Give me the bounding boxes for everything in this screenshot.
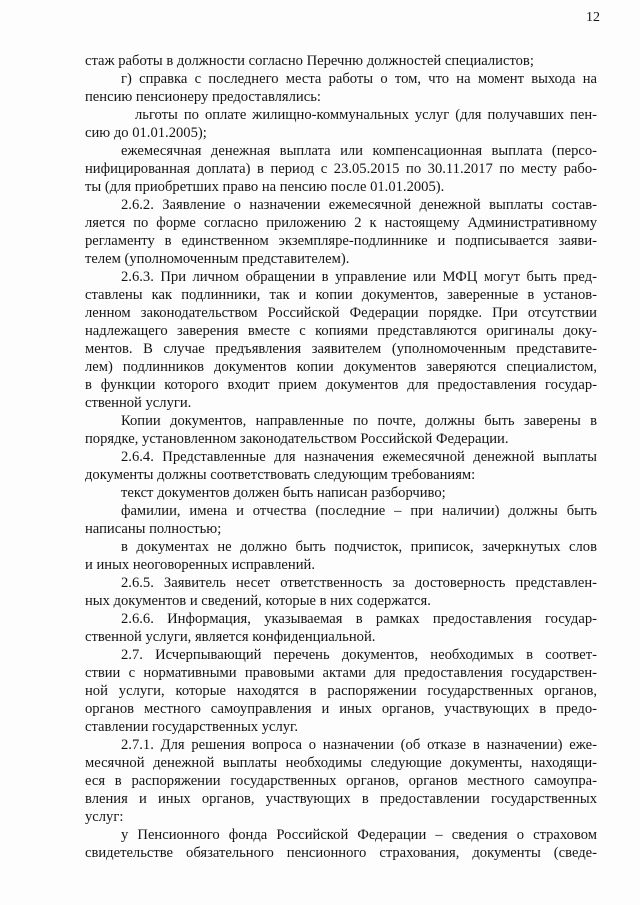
page-number: 12 (586, 10, 600, 25)
text-line: 2.6.6. Информация, указываемая в рамках предоставления государ- (121, 611, 597, 627)
text-line: фамилии, имена и отчества (последние – при наличии) должны быть (121, 503, 597, 519)
text-line: Копии документов, направленные по почте, должны быть заверены в (121, 413, 597, 429)
text-line: у Пенсионного фонда Российской Федерации – сведения о страховом (121, 827, 597, 843)
text-line: 2.6.2. Заявление о назначении ежемесячной денежной выплаты состав- (121, 197, 597, 213)
text-line: месячной денежной выплаты необходимы следующие документы, находящи- (85, 755, 597, 771)
text-line: лем) подлинников документов копии документов заверяются специалистом, (85, 359, 597, 375)
text-line: пенсию пенсионеру предоставлялись: (85, 89, 321, 105)
text-line: надлежащего заверения вместе с копиями представляются оригиналы доку- (85, 323, 597, 339)
text-line: документы должны соответствовать следующим требованиям: (85, 467, 476, 483)
text-line: стаж работы в должности согласно Перечню должностей специалистов; (85, 53, 534, 69)
text-line: в документах не должно быть подчисток, приписок, зачеркнутых слов (121, 539, 597, 555)
text-line: ментов. В случае предъявления заявителем (уполномоченным представите- (85, 341, 597, 357)
text-line: ных документов и сведений, которые в них содержатся. (85, 593, 431, 609)
text-line: г) справка с последнего места работы о том, что на момент выхода на (121, 71, 597, 87)
text-line: ной услуги, которые находятся в распоряжении государственных органов, (85, 683, 597, 699)
text-line: 2.7. Исчерпывающий перечень документов, необходимых в соответ- (121, 647, 597, 663)
text-line: 2.7.1. Для решения вопроса о назначении (об отказе в назначении) еже- (121, 737, 597, 753)
document-body (85, 52, 597, 862)
text-line: в функции которого входит прием документов для предоставления государ- (85, 377, 597, 393)
text-line: ленном законодательством Российской Федерации порядке. При отсутствии (85, 305, 597, 321)
text-line: ты (для приобретших право на пенсию после 01.01.2005). (85, 179, 445, 195)
text-line: порядке, установленном законодательством Российской Федерации. (85, 431, 509, 447)
text-line: ставлены как подлинники, так и копии документов, заверенные в установ- (85, 287, 597, 303)
text-line: и иных неоговоренных исправлений. (85, 557, 315, 573)
text-line: органов местного самоуправления и иных органов, участвующих в предо- (85, 701, 597, 717)
text-line: ставлении государственных услуг. (85, 719, 299, 735)
text-line: ственной услуги, является конфиденциальной. (85, 629, 376, 645)
text-line: ляется по форме согласно приложению 2 к настоящему Административному (85, 215, 597, 231)
text-line: услуг: (85, 809, 124, 825)
text-line: ственной услуги. (85, 395, 192, 411)
text-line: сию до 01.01.2005); (85, 125, 207, 141)
text-line: ежемесячная денежная выплата или компенсационная выплата (персо- (121, 143, 597, 159)
text-line: свидетельстве обязательного пенсионного страхования, документы (сведе- (85, 845, 597, 861)
text-line: написаны полностью; (85, 521, 222, 537)
text-line: вления и иных органов, участвующих в предоставлении государственных (85, 791, 597, 807)
text-line: регламенту в единственном экземпляре-подлиннике и подписывается заяви- (85, 233, 597, 249)
text-line: телем (уполномоченным представителем). (85, 251, 350, 267)
text-line: нифицированная доплата) в период с 23.05.2015 по 30.11.2017 по месту рабо- (85, 161, 597, 177)
text-line: льготы по оплате жилищно-коммунальных услуг (для получавших пен- (135, 107, 597, 123)
text-line: ствии с нормативными правовыми актами для предоставления государствен- (85, 665, 597, 681)
text-line: текст документов должен быть написан разборчиво; (121, 485, 446, 501)
text-line: еся в распоряжении государственных органов, органов местного самоупра- (85, 773, 597, 789)
text-line: 2.6.3. При личном обращении в управление или МФЦ могут быть пред- (121, 269, 597, 285)
text-line: 2.6.4. Представленные для назначения ежемесячной денежной выплаты (121, 449, 597, 465)
text-line: 2.6.5. Заявитель несет ответственность за достоверность представлен- (121, 575, 597, 591)
